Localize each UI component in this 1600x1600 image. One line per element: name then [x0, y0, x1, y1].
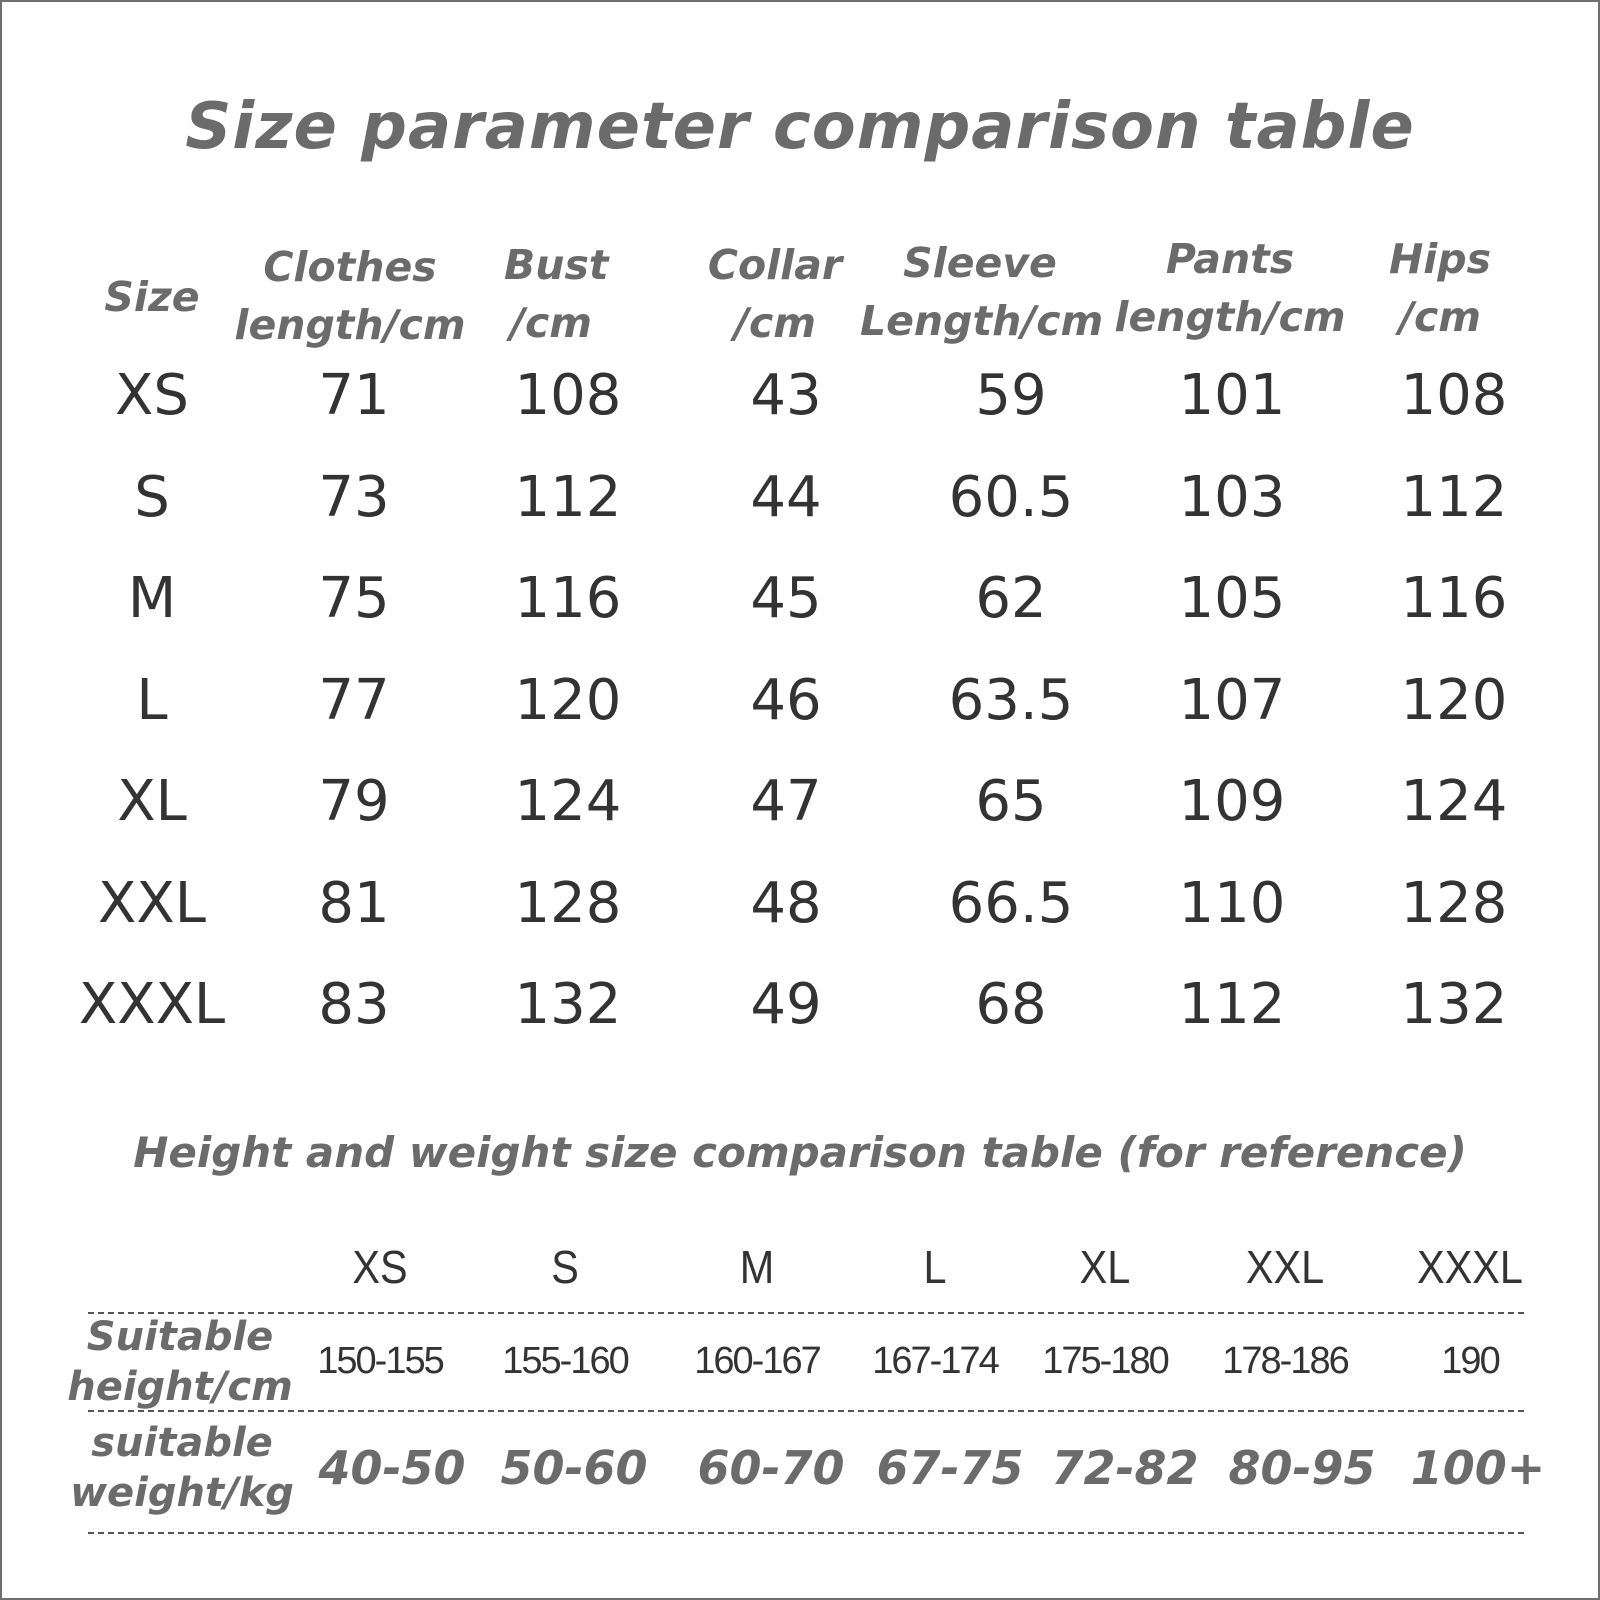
- cell-size: M: [127, 566, 177, 631]
- cell-hips: 124: [1400, 769, 1508, 834]
- header-sleeve-line2: Length/cm: [860, 297, 1104, 345]
- cell-clothes: 77: [318, 667, 390, 733]
- reference-size-label: XL: [1079, 1241, 1131, 1293]
- reference-size-label: XXXL: [1417, 1241, 1523, 1293]
- reference-subtitle: Height and weight size comparison table (for reference): [133, 1128, 1467, 1177]
- cell-sleeve: 60.5: [948, 464, 1074, 530]
- cell-bust: 128: [514, 870, 622, 936]
- reference-size-label: M: [739, 1241, 775, 1293]
- cell-clothes: 83: [318, 972, 390, 1037]
- cell-bust: 124: [514, 769, 622, 834]
- weight-row-label: [62, 1418, 302, 1518]
- header-size: [80, 268, 224, 326]
- cell-pants: 101: [1178, 363, 1286, 428]
- header-sleeve-length: [860, 234, 1104, 350]
- cell-collar: 43: [750, 363, 822, 428]
- cell-hips: 108: [1400, 363, 1508, 428]
- weight-label-line2: weight/kg: [70, 1470, 294, 1516]
- cell-sleeve: 68: [975, 972, 1047, 1037]
- cell-size: XL: [117, 769, 187, 834]
- cell-bust: 116: [514, 566, 622, 631]
- cell-clothes: 79: [318, 769, 390, 834]
- page-title: Size parameter comparison table: [185, 90, 1415, 164]
- header-hips-line2: /cm: [1399, 293, 1481, 341]
- cell-collar: 44: [750, 464, 822, 530]
- reference-weight-value: 40-50: [318, 1441, 466, 1495]
- reference-weight-value: 67-75: [876, 1441, 1024, 1495]
- header-clothes-line1: Clothes: [263, 243, 437, 291]
- cell-collar: 46: [750, 667, 822, 733]
- cell-collar: 49: [750, 972, 822, 1037]
- cell-hips: 128: [1400, 870, 1508, 936]
- divider-line: [88, 1312, 1524, 1314]
- header-collar: [690, 236, 860, 352]
- cell-collar: 45: [750, 566, 822, 631]
- cell-clothes: 81: [318, 870, 390, 936]
- cell-collar: 48: [750, 870, 822, 936]
- header-clothes-length: [230, 238, 470, 354]
- cell-size: L: [136, 667, 168, 733]
- cell-size: XXL: [98, 870, 206, 936]
- reference-weight-value: 50-60: [500, 1441, 648, 1495]
- height-label-line2: height/cm: [67, 1364, 293, 1410]
- cell-sleeve: 62: [975, 566, 1047, 631]
- cell-hips: 120: [1400, 667, 1508, 733]
- reference-height-value: 155-160: [502, 1340, 628, 1382]
- header-collar-line1: Collar: [707, 241, 843, 289]
- weight-label-line1: suitable: [91, 1420, 273, 1466]
- cell-clothes: 71: [318, 363, 390, 428]
- cell-hips: 132: [1400, 972, 1508, 1037]
- reference-size-label: S: [551, 1241, 579, 1293]
- cell-bust: 120: [514, 667, 622, 733]
- reference-size-label: L: [923, 1241, 947, 1293]
- reference-size-label: XXL: [1245, 1241, 1325, 1293]
- cell-size: S: [134, 464, 170, 530]
- header-pants-line1: Pants: [1165, 235, 1295, 283]
- cell-sleeve: 66.5: [948, 870, 1074, 936]
- cell-sleeve: 65: [975, 769, 1047, 834]
- header-collar-line2: /cm: [734, 299, 816, 347]
- header-bust: [490, 236, 630, 352]
- cell-hips: 112: [1400, 464, 1508, 530]
- divider-line: [88, 1532, 1524, 1534]
- reference-weight-value: 80-95: [1228, 1441, 1376, 1495]
- cell-bust: 108: [514, 363, 622, 428]
- cell-bust: 132: [514, 972, 622, 1037]
- cell-size: XXXL: [78, 972, 226, 1037]
- cell-sleeve: 59: [975, 363, 1047, 428]
- cell-sleeve: 63.5: [948, 667, 1074, 733]
- header-clothes-line2: length/cm: [234, 301, 466, 349]
- cell-clothes: 73: [318, 464, 390, 530]
- header-hips-line1: Hips: [1388, 235, 1492, 283]
- reference-height-value: 190: [1441, 1340, 1499, 1382]
- cell-pants: 110: [1178, 870, 1286, 936]
- header-pants-line2: length/cm: [1114, 293, 1346, 341]
- header-pants-length: [1110, 230, 1350, 346]
- cell-pants: 107: [1178, 667, 1286, 733]
- cell-pants: 112: [1178, 972, 1286, 1037]
- reference-size-label: XS: [352, 1241, 408, 1293]
- header-bust-line1: Bust: [504, 241, 609, 289]
- header-hips: [1370, 230, 1510, 346]
- cell-pants: 105: [1178, 566, 1286, 631]
- reference-weight-value: 72-82: [1051, 1441, 1199, 1495]
- height-label-line1: Suitable: [86, 1314, 274, 1360]
- cell-pants: 103: [1178, 464, 1286, 530]
- cell-hips: 116: [1400, 566, 1508, 631]
- reference-height-value: 167-174: [872, 1340, 998, 1382]
- height-row-label: [60, 1312, 300, 1412]
- header-size-label: Size: [104, 273, 200, 321]
- reference-height-value: 175-180: [1042, 1340, 1168, 1382]
- reference-height-value: 178-186: [1222, 1340, 1348, 1382]
- reference-weight-value: 60-70: [697, 1441, 845, 1495]
- reference-weight-value: 100+: [1410, 1441, 1546, 1495]
- reference-height-value: 150-155: [317, 1340, 443, 1382]
- divider-line: [88, 1410, 1524, 1412]
- cell-collar: 47: [750, 769, 822, 834]
- header-sleeve-line1: Sleeve: [903, 239, 1057, 287]
- cell-pants: 109: [1178, 769, 1286, 834]
- cell-size: XS: [115, 363, 189, 428]
- header-bust-line2: /cm: [510, 299, 592, 347]
- cell-bust: 112: [514, 464, 622, 530]
- reference-height-value: 160-167: [694, 1340, 820, 1382]
- cell-clothes: 75: [318, 566, 390, 631]
